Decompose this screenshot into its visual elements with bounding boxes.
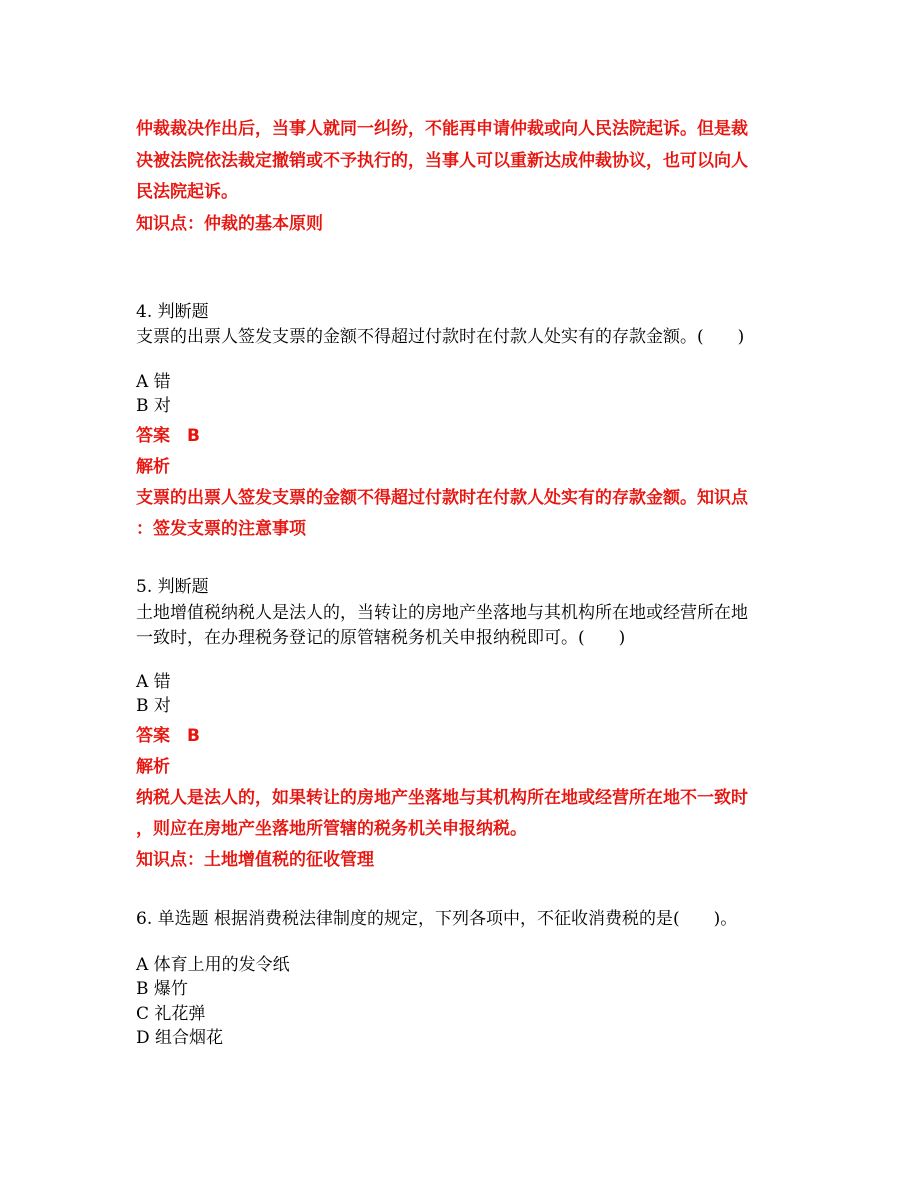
q6-question: 6. 单选题 根据消费税法律制度的规定，下列各项中，不征收消费税的是( )。 bbox=[136, 909, 738, 929]
q5-header: 5. 判断题 bbox=[136, 577, 209, 597]
q6-option-d: D 组合烟花 bbox=[136, 1028, 224, 1048]
q4-header: 4. 判断题 bbox=[136, 302, 209, 322]
q6-option-a: A 体育上用的发令纸 bbox=[136, 955, 290, 975]
q3-explanation-line-1: 仲裁裁决作出后，当事人就同一纠纷，不能再申请仲裁或向人民法院起诉。但是裁 bbox=[136, 119, 748, 139]
q5-explanation-line-2: ，则应在房地产坐落地所管辖的税务机关申报纳税。 bbox=[136, 819, 527, 839]
q5-option-b: B 对 bbox=[136, 696, 171, 716]
q4-answer: 答案 B bbox=[136, 426, 200, 446]
q5-option-a: A 错 bbox=[136, 672, 171, 692]
q3-explanation-line-2: 决被法院依法裁定撤销或不予执行的，当事人可以重新达成仲裁协议，也可以向人 bbox=[136, 151, 748, 171]
q4-option-b: B 对 bbox=[136, 396, 171, 416]
q4-question: 支票的出票人签发支票的金额不得超过付款时在付款人处实有的存款金额。( ) bbox=[136, 327, 745, 347]
q4-explanation-line-1: 支票的出票人签发支票的金额不得超过付款时在付款人处实有的存款金额。知识点 bbox=[136, 488, 748, 508]
q6-option-c: C 礼花弹 bbox=[136, 1004, 206, 1024]
q4-option-a: A 错 bbox=[136, 372, 171, 392]
q3-knowledge-point: 知识点：仲裁的基本原则 bbox=[136, 214, 323, 234]
q5-analysis-label: 解析 bbox=[136, 757, 170, 777]
q6-option-b: B 爆竹 bbox=[136, 979, 188, 999]
q5-question-line-2: 一致时，在办理税务登记的原管辖税务机关申报纳税即可。( ) bbox=[136, 628, 626, 648]
q4-analysis-label: 解析 bbox=[136, 457, 170, 477]
q5-knowledge-point: 知识点：土地增值税的征收管理 bbox=[136, 850, 374, 870]
q5-explanation-line-1: 纳税人是法人的，如果转让的房地产坐落地与其机构所在地或经营所在地不一致时 bbox=[136, 788, 748, 808]
q5-answer: 答案 B bbox=[136, 726, 200, 746]
q4-explanation-line-2: ：签发支票的注意事项 bbox=[136, 519, 306, 539]
q5-question-line-1: 土地增值税纳税人是法人的，当转让的房地产坐落地与其机构所在地或经营所在地 bbox=[136, 603, 748, 623]
q3-explanation-line-3: 民法院起诉。 bbox=[136, 182, 238, 202]
